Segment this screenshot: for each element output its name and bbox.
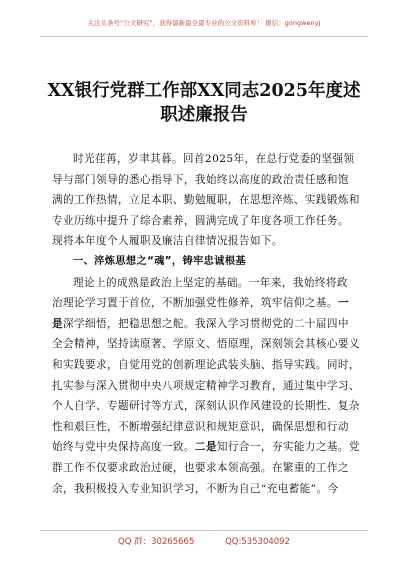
body-text: 个人自学、专题研讨等方式，深刻认识作风建设的长期性、复杂 — [52, 400, 360, 413]
body-text: 群工作不仅要求政治过硬，也要求本领高强。在繁重的工作之 — [52, 461, 349, 474]
title-line-1: XX银行党群工作部XX同志2025年度述 — [47, 81, 361, 101]
body-line — [52, 458, 364, 479]
header-divider — [40, 36, 368, 37]
body-text: 和实践要求，自觉用党的创新理论武装头脑、指导实践。同时， — [52, 358, 360, 371]
emphasis-text: 一 — [337, 297, 349, 310]
body-line — [52, 355, 364, 376]
body-text: 扎实参与深入贯彻中央八项规定精神学习教育，通过集中学习、 — [52, 379, 360, 392]
intro-line: 现将本年度个人履职及廉洁自律情况报告如下。 — [52, 235, 283, 248]
body-line — [52, 293, 364, 314]
body-line — [52, 273, 364, 294]
body-line — [52, 314, 364, 335]
footer-qq-group: QQ 群：30265665 — [118, 537, 195, 547]
body-line — [52, 437, 364, 458]
intro-line: 时光荏苒，岁聿其暮。回首2025年，在总行党委的坚强领 — [73, 153, 355, 165]
body-text: 治理论学习置于首位，不断加强党性修养，筑牢信仰之基。 — [52, 297, 338, 310]
intro-line: 导与部门领导的悉心指导下，我始终以高度的政治责任感和饱 — [52, 173, 349, 186]
body-text: 余，我积极投入专业知识学习，不断为自己“充电蓄能”。今 — [52, 482, 339, 495]
document-title — [40, 79, 368, 127]
intro-line: 专业历练中提升了综合素养，圆满完成了年度各项工作任务。 — [52, 214, 349, 227]
footer-divider — [40, 530, 368, 531]
footer-contact — [0, 535, 408, 547]
document-body — [52, 149, 364, 499]
body-text: 知行合一，夯实能力之基。党 — [216, 441, 360, 454]
intro-line: 满的工作热情，立足本职、勤勉履职，在思想淬炼、实践锻炼和 — [52, 194, 360, 207]
emphasis-text: 二是 — [194, 441, 217, 454]
emphasis-text: 是 — [52, 317, 63, 330]
body-line — [52, 334, 364, 355]
body-line — [52, 417, 364, 438]
body-text: 深学细悟，把稳思想之舵。我深入学习贯彻党的二十届四中 — [63, 317, 349, 330]
body-line — [52, 479, 364, 500]
body-line — [52, 376, 364, 397]
section-heading: 一、淬炼思想之“魂”，铸牢忠诚根基 — [73, 255, 247, 267]
header-promo-note: 关注头条号“公文研究”，获得最新最全最专业的公文资料库！ 微信：gongwenyj — [87, 19, 321, 27]
title-line-2: 职述廉报告 — [160, 105, 248, 125]
body-line — [52, 396, 364, 417]
section-1-body — [52, 273, 364, 500]
body-text: 理论上的成熟是政治上坚定的基础。一年来，我始终将政 — [73, 276, 348, 289]
body-text: 全会精神，坚持读原著、学原文、悟原理，深刻领会其核心要义 — [52, 338, 360, 351]
body-text: 始终与党中央保持高度一致。 — [52, 441, 195, 454]
body-text: 性和艰巨性，不断增强纪律意识和规矩意识，确保思想和行动 — [52, 420, 349, 433]
footer-qq: QQ:535304092 — [225, 537, 290, 547]
